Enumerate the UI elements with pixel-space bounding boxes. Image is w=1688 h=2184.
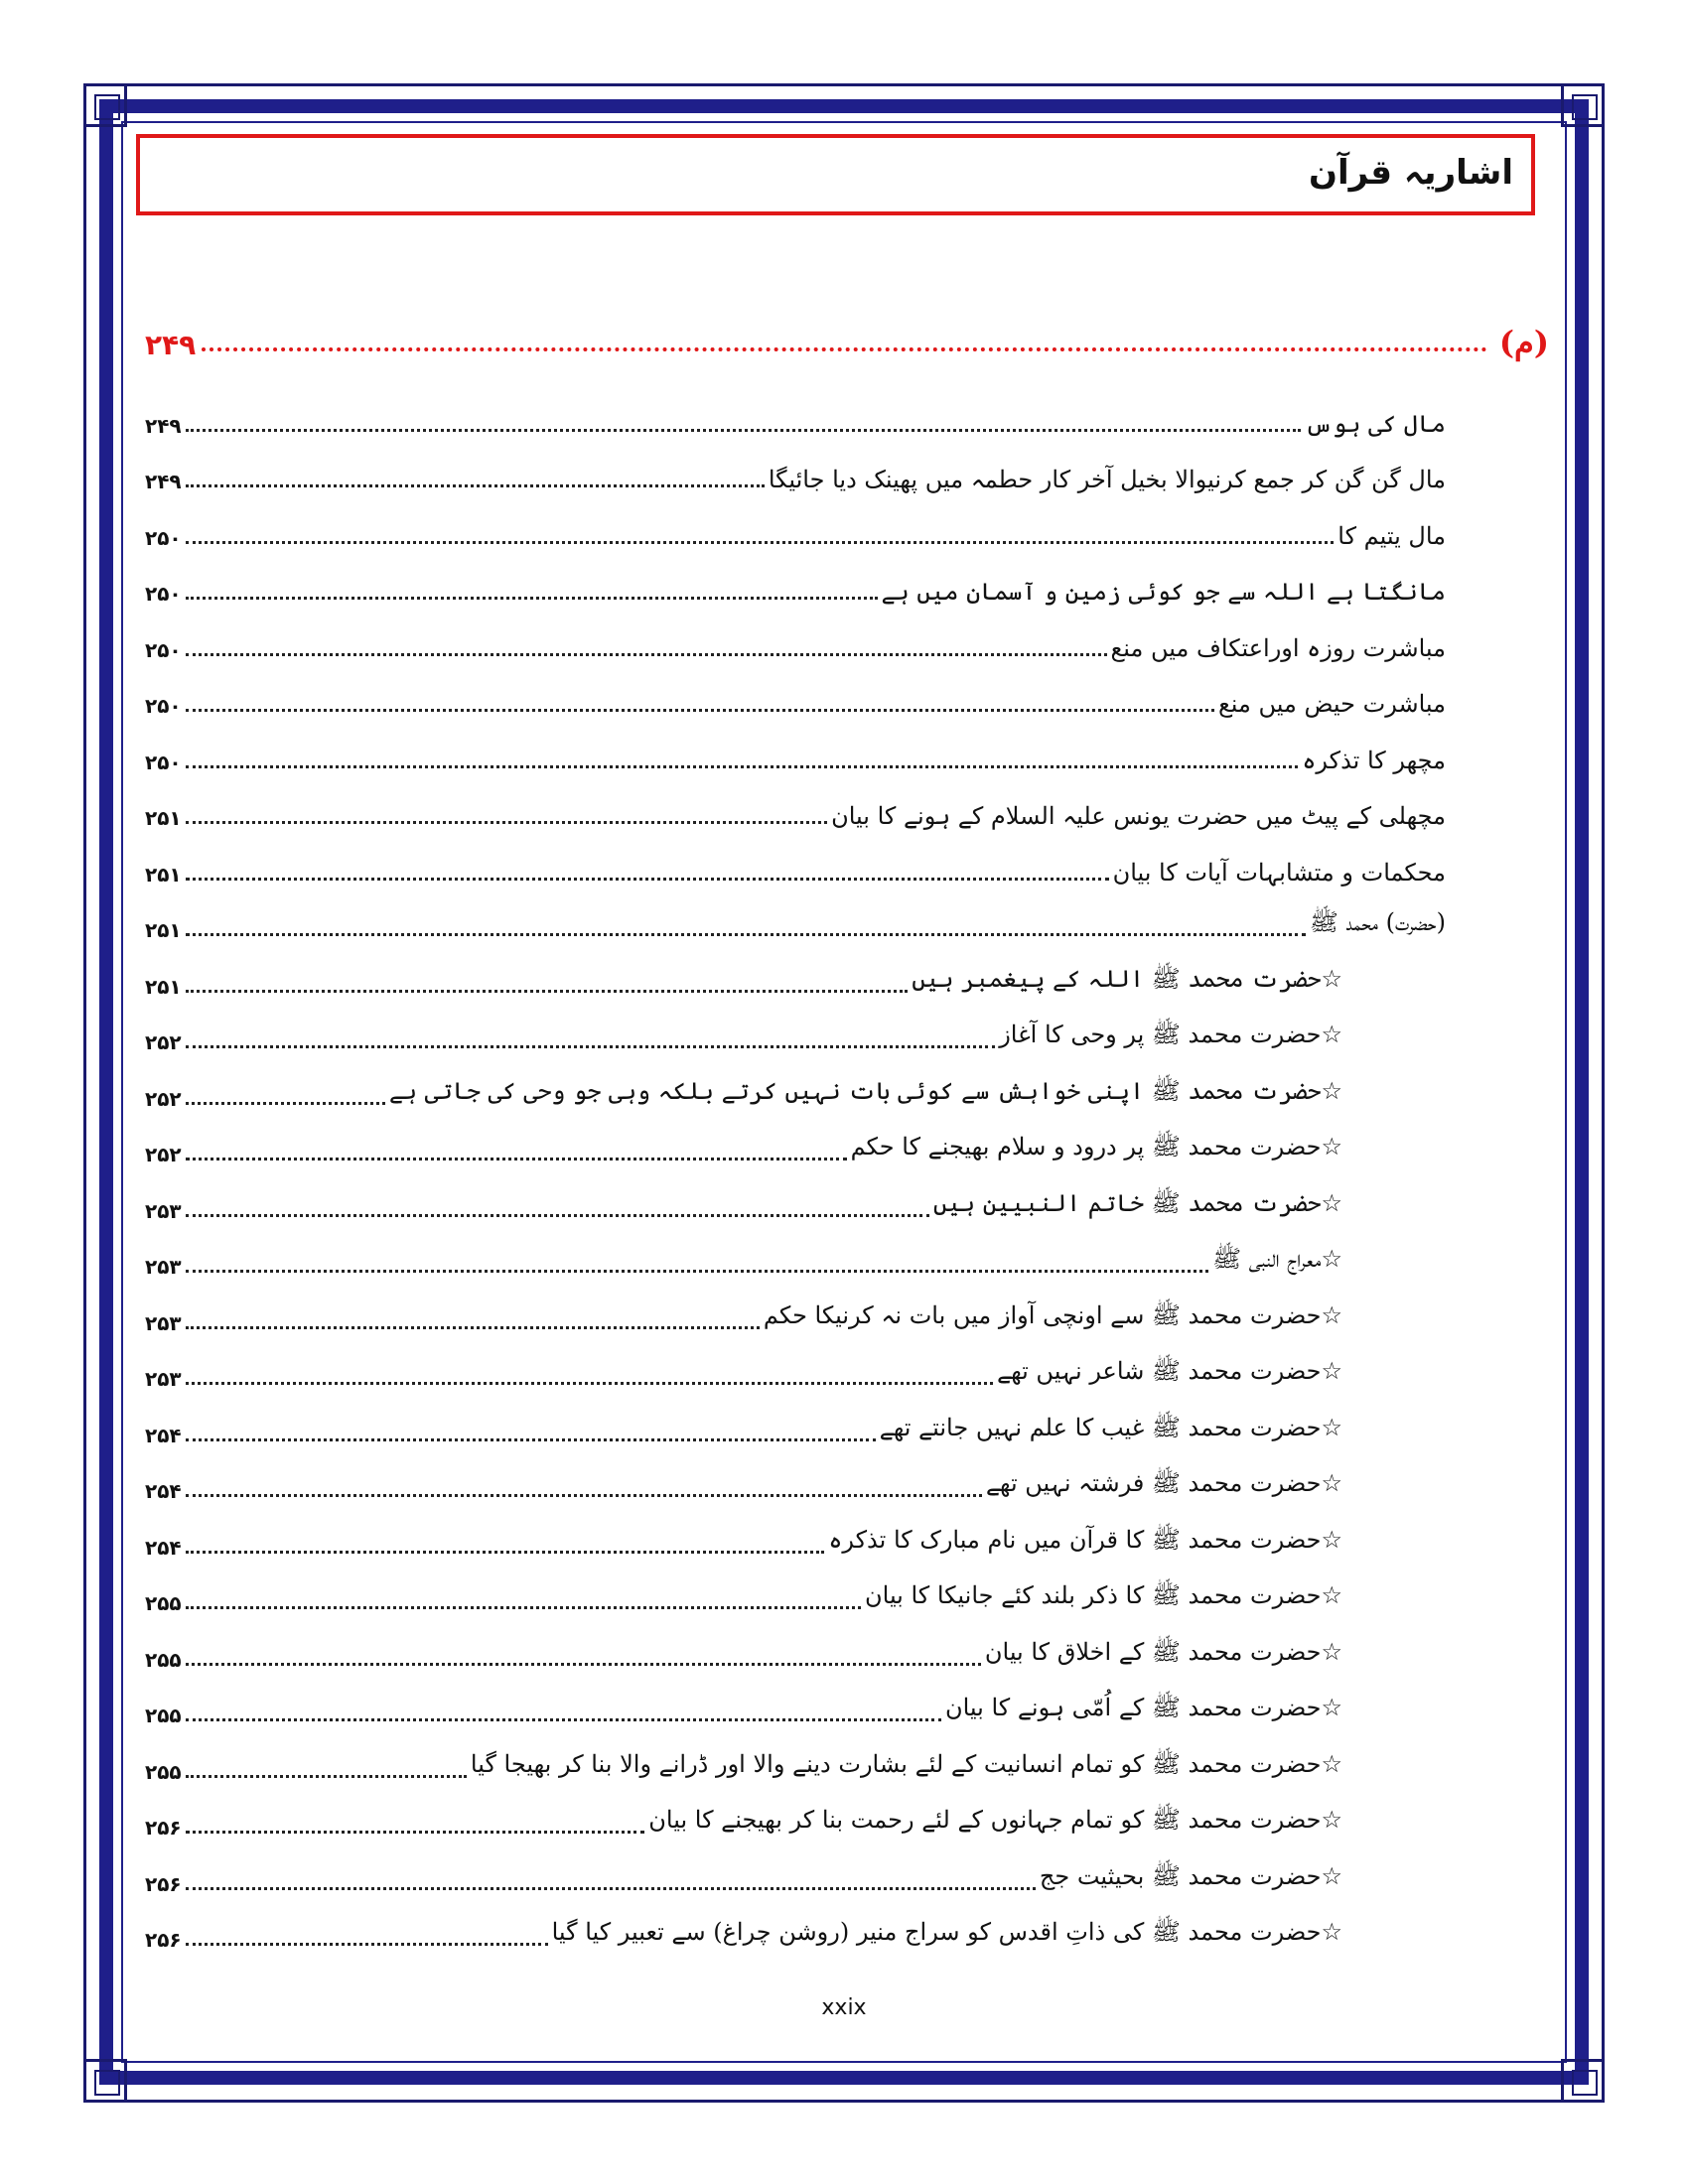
subentry-text: ☆حضرت محمد ﷺ شاعر نہیں تھے (997, 1357, 1342, 1385)
dotted-leader (186, 541, 1335, 544)
corner-ornament-bottom-left (83, 2059, 127, 2103)
entry-page-number: ۲۵۰ (145, 637, 182, 662)
subentry-page-number: ۲۵۲ (145, 1030, 182, 1054)
entry-text: (حضرت) محمد ﷺ (1309, 908, 1446, 936)
entry-text: مچھر کا تذکرہ (1302, 746, 1446, 774)
dotted-leader (186, 709, 1214, 712)
index-entry[interactable] (145, 554, 1446, 611)
subentry-page-number: ۲۵۲ (145, 1086, 182, 1111)
index-subentry[interactable] (145, 1731, 1446, 1788)
dotted-leader (186, 821, 827, 824)
index-subentry[interactable] (145, 1843, 1446, 1900)
subentry-text: ☆حضرت محمد ﷺ کا ذکر بلند کئے جانیکا کا بیان (865, 1581, 1342, 1609)
entry-page-number: ۲۴۹ (145, 470, 182, 493)
subentry-page-number: ۲۵۳ (145, 1310, 182, 1335)
dotted-leader (186, 1438, 876, 1441)
dotted-leader (186, 933, 1306, 936)
index-subentry[interactable] (145, 1788, 1446, 1844)
index-subentry[interactable] (145, 1170, 1446, 1227)
subentry-text: ☆حضرت محمد ﷺ کو تمام انسانیت کے لئے بشارت دینے والا اور ڈرانے والا بنا کر بھیجا گیا (470, 1749, 1342, 1778)
subentry-text: ☆حضرت محمد ﷺ خاتم النبیین ہیں (932, 1188, 1342, 1217)
entry-page-number: ۲۵۰ (145, 582, 182, 606)
index-entry[interactable] (145, 890, 1446, 947)
subentry-page-number: ۲۵۶ (145, 1928, 182, 1952)
subentry-text: ☆حضرت محمد ﷺ بحیثیت جج (1039, 1861, 1342, 1890)
subentry-text: ☆حضرت محمد ﷺ اپنی خواہش سے کوئی بات نہیں کرتے بلکہ وہی جو وحی کی جاتی ہے (388, 1076, 1342, 1105)
entry-page-number: ۲۵۱ (145, 862, 182, 887)
index-subentry[interactable] (145, 1564, 1446, 1620)
entry-text: مباشرت روزہ اوراعتکاف میں منع (1110, 633, 1446, 662)
subentry-page-number: ۲۵۵ (145, 1704, 182, 1727)
entry-text: مانگتا ہے اللہ سے جو کوئی زمین و آسمان میں ہے (881, 578, 1446, 606)
footer-page-number: xxix (821, 1995, 867, 2020)
index-subentry[interactable] (145, 1058, 1446, 1115)
index-entry[interactable] (145, 497, 1446, 554)
subentry-text: ☆حضرت محمد ﷺ کو تمام جہانوں کے لئے رحمت بنا کر بھیجنے کا بیان (648, 1806, 1342, 1834)
dotted-leader (186, 1718, 941, 1721)
dotted-leader (186, 1551, 825, 1554)
dotted-leader (186, 765, 1299, 768)
index-subentry[interactable] (145, 1507, 1446, 1564)
dotted-leader (186, 1270, 1208, 1273)
subentry-page-number: ۲۵۳ (145, 1367, 182, 1391)
entry-text: محکمات و متشابہات آیات کا بیان (1112, 858, 1446, 887)
corner-ornament-top-left (83, 83, 127, 127)
corner-ornament-bottom-right (1561, 2059, 1605, 2103)
index-entry[interactable] (145, 834, 1446, 890)
entry-text: مچھلی کے پیٹ میں حضرت یونس علیہ السلام کے ہونے کا بیان (831, 802, 1446, 830)
subentry-text: ☆حضرت محمد ﷺ کی ذاتِ اقدس کو سراج منیر (روشن چراغ) سے تعبیر کیا گیا (551, 1918, 1342, 1946)
dotted-leader (186, 484, 765, 487)
subentry-page-number: ۲۵۳ (145, 1255, 182, 1279)
index-entry[interactable] (145, 666, 1446, 723)
page-title: اشاریہ قرآن (1308, 153, 1513, 193)
subentry-page-number: ۲۵۶ (145, 1871, 182, 1896)
index-subentry[interactable] (145, 946, 1446, 1003)
subentry-page-number: ۲۵۲ (145, 1143, 182, 1166)
index-entry[interactable] (145, 778, 1446, 835)
entry-page-number: ۲۵۰ (145, 694, 182, 718)
entry-page-number: ۲۵۰ (145, 525, 182, 550)
subentry-text: ☆حضرت محمد ﷺ غیب کا علم نہیں جانتے تھے (879, 1413, 1342, 1441)
subentry-text: ☆حضرت محمد ﷺ سے اونچی آواز میں بات نہ کرنیکا حکم (763, 1300, 1342, 1329)
index-subentry[interactable] (145, 1451, 1446, 1508)
subentry-page-number: ۲۵۴ (145, 1535, 182, 1560)
subentry-text: ☆حضرت محمد ﷺ پر وحی کا آغاز (999, 1021, 1342, 1048)
entry-page-number: ۲۵۱ (145, 806, 182, 830)
subentry-page-number: ۲۵۵ (145, 1647, 182, 1672)
section-page-number: ۲۴۹ (145, 329, 197, 361)
index-list (145, 385, 1446, 1956)
subentry-text: ☆حضرت محمد ﷺ کا قرآن میں نام مبارک کا تذکرہ (828, 1525, 1342, 1554)
dotted-leader (186, 1494, 982, 1497)
entry-text: مباشرت حیض میں منع (1218, 690, 1446, 718)
index-subentry[interactable] (145, 1003, 1446, 1059)
section-header[interactable] (145, 316, 1549, 361)
dotted-leader (186, 1606, 861, 1609)
dotted-leader (186, 1887, 1036, 1890)
subentry-text: ☆حضرت محمد ﷺ اللہ کے پیغمبر ہیں (912, 964, 1342, 993)
dotted-leader (186, 1158, 847, 1160)
subentry-text: ☆حضرت محمد ﷺ فرشتہ نہیں تھے (985, 1469, 1342, 1497)
dotted-leader (186, 429, 1302, 432)
dotted-leader (186, 1943, 548, 1946)
index-entry[interactable] (145, 610, 1446, 666)
index-entry[interactable] (145, 385, 1446, 442)
subentry-page-number: ۲۵۴ (145, 1423, 182, 1447)
dotted-leader (186, 1102, 385, 1105)
subentry-page-number: ۲۵۶ (145, 1816, 182, 1840)
dotted-leader (186, 1663, 981, 1666)
index-entry[interactable] (145, 442, 1446, 498)
subentry-page-number: ۲۵۵ (145, 1759, 182, 1784)
dotted-leader (186, 1326, 760, 1329)
index-subentry[interactable] (145, 1227, 1446, 1284)
dotted-leader (202, 347, 1487, 351)
index-subentry[interactable] (145, 1395, 1446, 1451)
dotted-leader (186, 1382, 993, 1385)
subentry-page-number: ۲۵۳ (145, 1198, 182, 1223)
index-subentry[interactable] (145, 1900, 1446, 1957)
subentry-text: ☆حضرت محمد ﷺ پر درود و سلام بھیجنے کا حکم (850, 1133, 1342, 1160)
entry-page-number: ۲۵۰ (145, 750, 182, 774)
index-subentry[interactable] (145, 1339, 1446, 1396)
dotted-leader (186, 1775, 467, 1778)
title-box (136, 134, 1535, 215)
index-entry[interactable] (145, 722, 1446, 778)
subentry-text: ☆حضرت محمد ﷺ کے اخلاق کا بیان (984, 1637, 1342, 1666)
index-subentry[interactable] (145, 1115, 1446, 1171)
subentry-text: ☆معراج النبی ﷺ (1212, 1245, 1342, 1273)
subentry-page-number: ۲۵۱ (145, 974, 182, 999)
dotted-leader (186, 990, 909, 993)
dotted-leader (186, 597, 878, 600)
dotted-leader (186, 653, 1107, 656)
dotted-leader (186, 1045, 996, 1048)
subentry-text: ☆حضرت محمد ﷺ کے اُمّی ہونے کا بیان (944, 1694, 1342, 1721)
dotted-leader (186, 878, 1109, 881)
entry-page-number: ۲۵۱ (145, 918, 182, 942)
subentry-page-number: ۲۵۴ (145, 1479, 182, 1503)
corner-ornament-top-right (1561, 83, 1605, 127)
entry-page-number: ۲۴۹ (145, 413, 182, 438)
entry-text: مال کی ہوس (1305, 409, 1446, 438)
dotted-leader (186, 1214, 929, 1217)
index-subentry[interactable] (145, 1619, 1446, 1676)
dotted-leader (186, 1831, 645, 1834)
section-letter: (م) (1498, 324, 1549, 361)
entry-text: مال گن گن کر جمع کرنیوالا بخیل آخر کار حطمہ میں پھینک دیا جائیگا (768, 466, 1446, 493)
subentry-page-number: ۲۵۵ (145, 1591, 182, 1615)
entry-text: مال یتیم کا (1337, 521, 1446, 550)
index-subentry[interactable] (145, 1283, 1446, 1339)
index-subentry[interactable] (145, 1676, 1446, 1732)
